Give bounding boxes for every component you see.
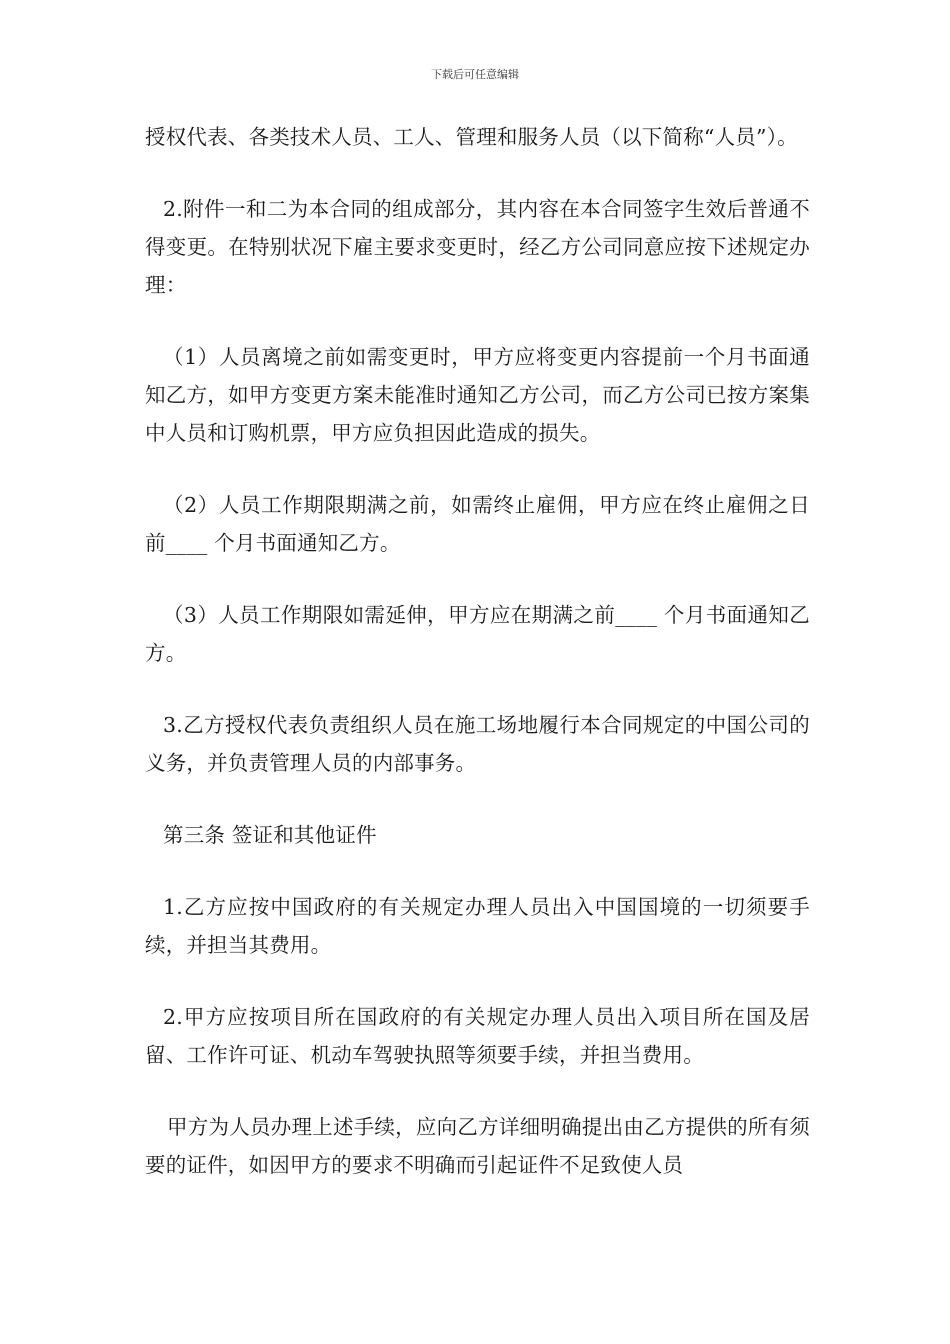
paragraph-item-2: （2）人员工作期限期满之前，如需终止雇佣，甲方应在终止雇佣之日前____ 个月书面通知乙方。 xyxy=(145,493,810,555)
paragraph-item-1: （1）人员离境之前如需变更时，甲方应将变更内容提前一个月书面通知乙方，如甲方变更方案未能准时通知乙方公司，而乙方公司已按方案集中人员和订购机票，甲方应负担因此造成的损失。 xyxy=(145,345,810,445)
section-heading-article-3: 第三条 签证和其他证件 xyxy=(163,823,377,847)
paragraph-visa-clause-2: 2.甲方应按项目所在国政府的有关规定办理人员出入项目所在国及居留、工作许可证、机动车驾驶执照等须要手续，并担当费用。 xyxy=(145,1005,810,1067)
paragraph-clause-2: 2.附件一和二为本合同的组成部分，其内容在本合同签字生效后普通不得变更。在特别状况下雇主要求变更时，经乙方公司同意应按下述规定办理： xyxy=(145,197,810,297)
paragraph-visa-clause-1: 1.乙方应按中国政府的有关规定办理人员出入中国国境的一切须要手续，并担当其费用。 xyxy=(145,895,810,957)
paragraph-personnel-definition: 授权代表、各类技术人员、工人、管理和服务人员（以下简称“人员”）。 xyxy=(145,125,798,149)
paragraph-item-3: （3）人员工作期限如需延伸，甲方应在期满之前____ 个月书面通知乙方。 xyxy=(145,603,810,665)
paragraph-visa-procedure: 甲方为人员办理上述手续，应向乙方详细明确提出由乙方提供的所有须要的证件，如因甲方的要求不明确而引起证件不足致使人员 xyxy=(145,1115,810,1177)
page-header: 下载后可任意编辑 xyxy=(431,68,519,81)
paragraph-clause-3: 3.乙方授权代表负责组织人员在施工场地履行本合同规定的中国公司的义务，并负责管理人员的内部事务。 xyxy=(145,713,810,775)
document-body xyxy=(145,118,810,1184)
